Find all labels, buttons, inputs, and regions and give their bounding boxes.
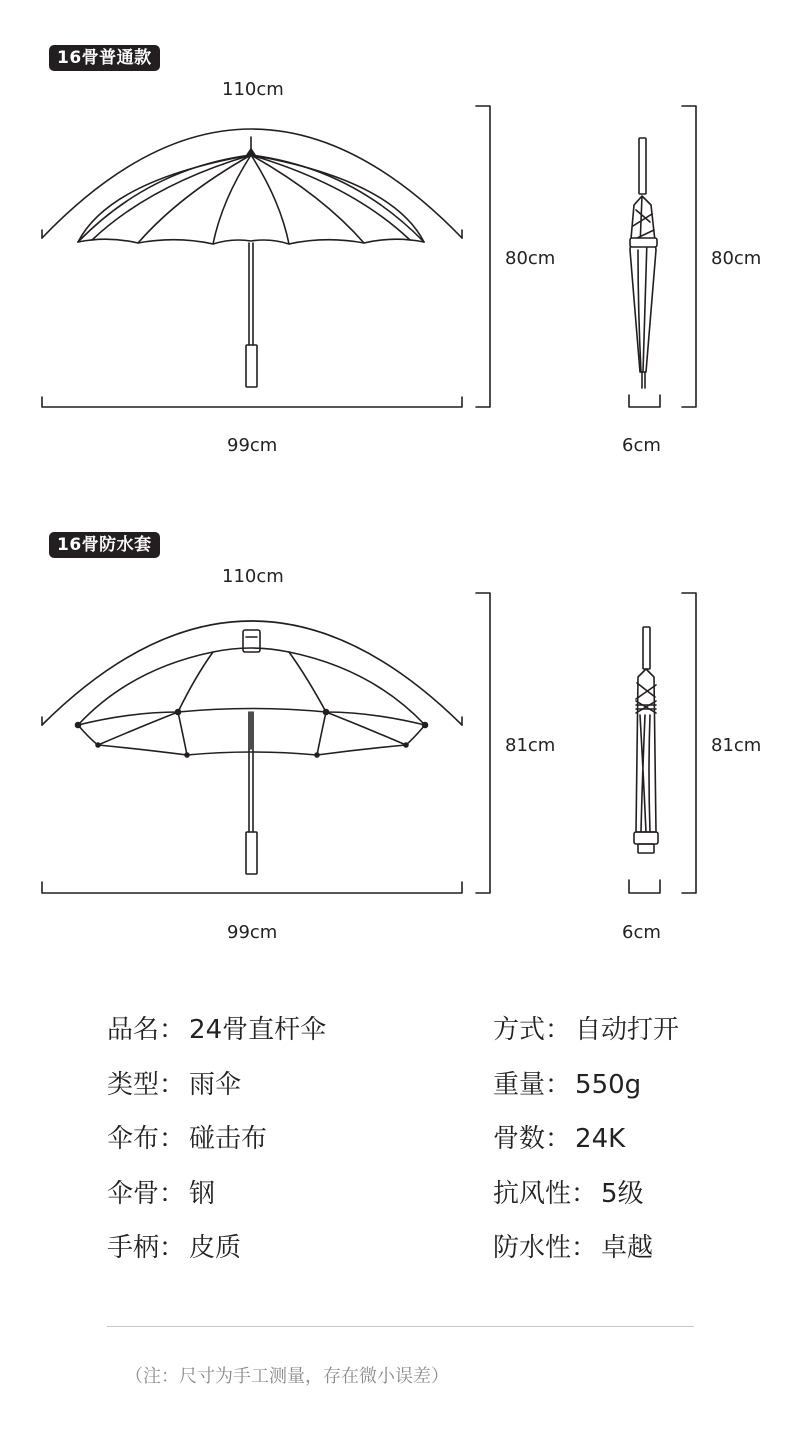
umbrella-section-waterproof (0, 487, 790, 967)
spec-row-handle (107, 1233, 241, 1263)
width-arc (42, 129, 462, 238)
closed-umbrella-covered (634, 627, 658, 853)
spec-key: 方式 (493, 1015, 546, 1045)
spec-separator: ： (545, 1015, 572, 1045)
span-bracket (42, 882, 462, 893)
spec-separator: ： (159, 1015, 186, 1045)
closed-umbrella (630, 138, 657, 388)
open-height-label: 81cm (505, 735, 556, 756)
spec-separator: ： (571, 1233, 598, 1263)
measurement-note: （注：尺寸为手工测量，存在微小误差） (125, 1366, 449, 1387)
width-bracket-closed (629, 880, 660, 893)
canopy-edge (98, 745, 406, 755)
handle (246, 832, 257, 874)
spec-key: 伞布 (107, 1124, 160, 1154)
umbrella-section-standard (0, 0, 790, 480)
closed-width-label: 6cm (622, 435, 661, 456)
spec-row-waterproof (493, 1233, 653, 1263)
divider (107, 1326, 694, 1327)
closed-height-label: 81cm (711, 735, 762, 756)
handle (246, 345, 257, 387)
spec-key: 品名 (107, 1015, 160, 1045)
umbrella-diagram-standard (0, 0, 790, 480)
spec-value: 24骨直杆伞 (189, 1015, 327, 1045)
spec-key: 防水性 (493, 1233, 572, 1263)
spec-value: 5级 (601, 1179, 644, 1209)
section-badge: 16骨防水套 (49, 532, 160, 558)
spec-separator: ： (571, 1179, 598, 1209)
open-span-label: 99cm (227, 435, 278, 456)
spec-row-type (107, 1070, 241, 1100)
closed-width-label: 6cm (622, 922, 661, 943)
spec-key: 抗风性 (493, 1179, 572, 1209)
height-bracket-closed (682, 106, 696, 407)
spec-separator: ： (159, 1179, 186, 1209)
spec-value: 雨伞 (189, 1070, 242, 1100)
spec-key: 重量 (493, 1070, 546, 1100)
spec-value: 卓越 (601, 1233, 654, 1263)
spec-separator: ： (545, 1070, 572, 1100)
spec-row-opening (493, 1015, 679, 1045)
spec-row-name (107, 1015, 326, 1045)
spec-separator: ： (159, 1070, 186, 1100)
height-bracket-open (476, 106, 490, 407)
spec-key: 伞骨 (107, 1179, 160, 1209)
open-span-label: 99cm (227, 922, 278, 943)
canopy-outline (78, 155, 424, 242)
section-badge: 16骨普通款 (49, 45, 160, 71)
width-bracket-closed (629, 395, 660, 407)
closed-height-label: 80cm (711, 248, 762, 269)
spec-value: 24K (575, 1124, 626, 1154)
spec-separator: ： (159, 1124, 186, 1154)
open-height-label: 80cm (505, 248, 556, 269)
open-width-label: 110cm (222, 566, 284, 587)
open-width-label: 110cm (222, 79, 284, 100)
span-bracket (42, 397, 462, 407)
height-bracket-closed (682, 593, 696, 893)
spec-value: 自动打开 (575, 1015, 680, 1045)
spec-row-weight (493, 1070, 641, 1100)
spec-value: 钢 (189, 1179, 216, 1209)
spec-row-frame (107, 1179, 215, 1209)
umbrella-diagram-waterproof (0, 487, 790, 967)
spec-row-wind (493, 1179, 644, 1209)
spec-value: 碰击布 (189, 1124, 268, 1154)
spec-key: 类型 (107, 1070, 160, 1100)
spec-row-ribs (493, 1124, 625, 1154)
spec-row-fabric (107, 1124, 267, 1154)
spec-separator: ： (159, 1233, 186, 1263)
spec-value: 550g (575, 1070, 642, 1100)
spec-key: 手柄 (107, 1233, 160, 1263)
spec-key: 骨数 (493, 1124, 546, 1154)
spec-separator: ： (545, 1124, 572, 1154)
height-bracket-open (476, 593, 490, 893)
spec-value: 皮质 (189, 1233, 242, 1263)
canopy-edge (78, 239, 424, 244)
